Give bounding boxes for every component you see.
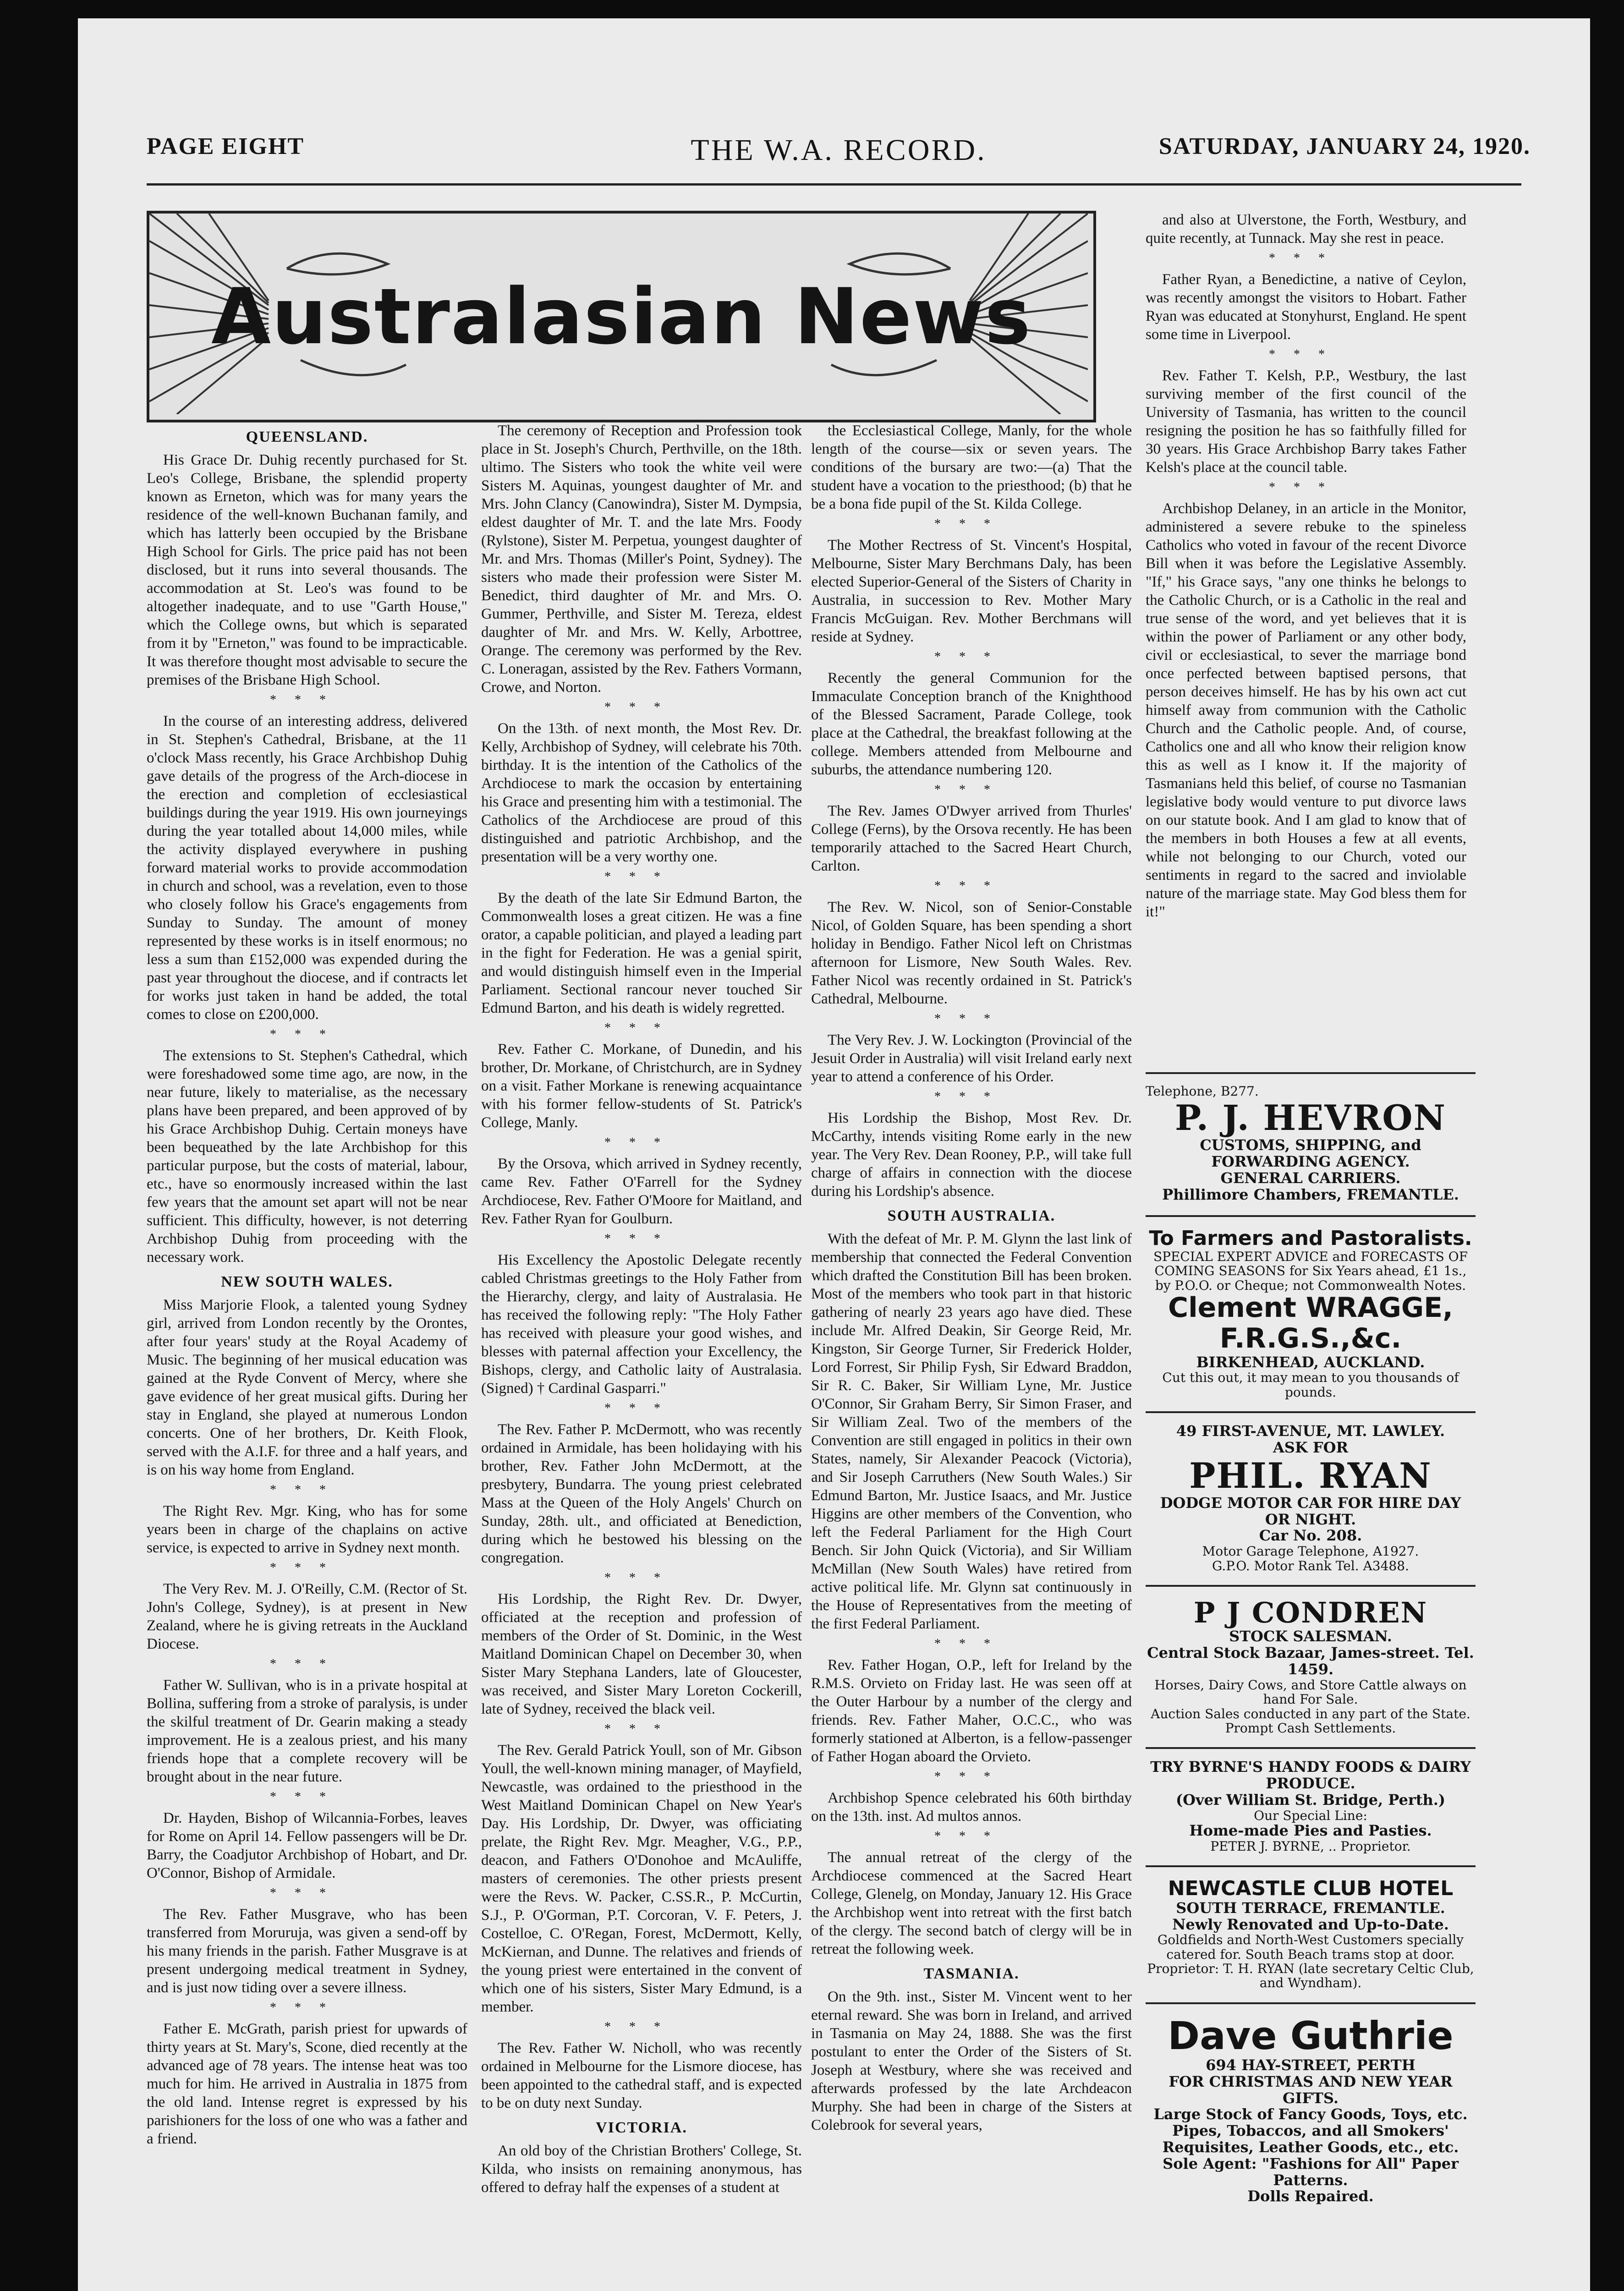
- ad-text: DODGE MOTOR CAR FOR HIRE DAY OR NIGHT.: [1160, 1494, 1461, 1528]
- article-paragraph: and also at Ulverstone, the Forth, Westbury, and quite recently, at Tunnack. May she rest in peace.: [1146, 212, 1466, 247]
- separator-icon: ***: [934, 1012, 1009, 1026]
- heading-queensland: QUEENSLAND.: [246, 428, 368, 445]
- separator-icon: ***: [270, 693, 344, 707]
- ad-text: Large Stock of Fancy Goods, Toys, etc. Pipes, Tobaccos, and all Smokers' Requisites, Leather Goods, etc., etc.: [1153, 2105, 1468, 2156]
- separator-icon: ***: [604, 1401, 679, 1415]
- separator-icon: ***: [270, 1657, 344, 1671]
- separator-icon: ***: [604, 1021, 679, 1035]
- masthead-rule: [147, 183, 1521, 186]
- newspaper-page: [78, 18, 1590, 2291]
- ad-divider: [1146, 1747, 1476, 1749]
- ad-text: Telephone, B277.: [1146, 1084, 1259, 1099]
- article-paragraph: The Mother Rectress of St. Vincent's Hospital, Melbourne, Sister Mary Berchmans Daly, has been elected Superior-General of the Sisters of Charity in Australia, in succession to Rev. Mother Mary Francis McGuigan. Rev. Mother Berchmans will reside at Sydney.: [811, 537, 1132, 645]
- column-4: [1146, 211, 1466, 1072]
- ad-text: PETER J. BYRNE, .. Proprietor.: [1210, 1839, 1411, 1854]
- article-paragraph: The Rev. Father P. McDermott, who was recently ordained in Armidale, has been holidaying with his brother, Rev. Father John McDermott, at the presbytery, Bundarra. The young priest celebrated Mass at the Queen of the Holy Angels' Church on Sunday, 28th. ult., and officiated at Benediction, during which he bestowed his blessing on the congregation.: [481, 1421, 802, 1566]
- separator-icon: ***: [604, 1232, 679, 1246]
- ad-text: Auction Sales conducted in any part of the State.: [1151, 1706, 1470, 1721]
- separator-icon: ***: [934, 1090, 1009, 1104]
- issue-date: SATURDAY, JANUARY 24, 1920.: [1158, 133, 1531, 159]
- article-paragraph: In the course of an interesting address, delivered in St. Stephen's Cathedral, Brisbane, at the 11 o'clock Mass recently, his Grace Archbishop Duhig gave details of the progress of the Arch-diocese in the erection and completion of ecclesiastical buildings during the year 1919. His own journeyings during the year totalled about 14,000 miles, while the activity displayed everywhere in pushing forward material works to provide accommodation in church and school, was a revelation, even to those who closely follow his Grace's engagements from Sunday to Sunday. The amount of money represented by these works is in itself enormous; no less a sum than £152,000 was expended during the past year throughout the diocese, and if contracts let for works just taken in hand be added, the total comes to close on £200,000.: [147, 713, 467, 1023]
- ad-text: Home-made Pies and Pasties.: [1189, 1822, 1432, 1840]
- column-2: [481, 422, 802, 2291]
- article-paragraph: An old boy of the Christian Brothers' College, St. Kilda, who insists on remaining anonymous, has offered to defray half the expenses of a student at: [481, 2143, 802, 2196]
- ad-dave-guthrie: [1146, 2014, 1476, 2205]
- ad-divider: [1146, 2002, 1476, 2004]
- separator-icon: ***: [1269, 480, 1343, 494]
- article-paragraph: Archbishop Spence celebrated his 60th birthday on the 13th. inst. Ad multos annos.: [811, 1790, 1132, 1825]
- ad-text: Our Special Line:: [1254, 1808, 1367, 1823]
- heading-victoria: VICTORIA.: [596, 2119, 687, 2136]
- ad-text: Cut this out, it may mean to you thousands of pounds.: [1162, 1370, 1459, 1400]
- ad-text: STOCK SALESMAN.: [1229, 1628, 1392, 1645]
- separator-icon: ***: [604, 1571, 679, 1585]
- section-title: Australasian News: [211, 272, 1031, 362]
- article-paragraph: Recently the general Communion for the Immaculate Conception branch of the Knighthood of the Blessed Sacrament, Parade College, took place at the Cathedral, the breakfast following at the college. Members attended from Melbourne and suburbs, the attendance numbering 120.: [811, 670, 1132, 778]
- article-paragraph: The Rev. Father W. Nicholl, who was recently ordained in Melbourne for the Lismore diocese, has been appointed to the cathedral staff, and is expected to be on duty next Sunday.: [481, 2040, 802, 2111]
- masthead: [147, 133, 1531, 174]
- article-paragraph: Rev. Father Hogan, O.P., left for Ireland by the R.M.S. Orvieto on Friday last. He was seen off at the Outer Harbour by a number of the clergy and friends. Rev. Father Maher, O.C.C., who was formerly stationed at Alberton, is a fellow-passenger of Father Hogan aboard the Orvieto.: [811, 1657, 1132, 1765]
- ad-text: Goldfields and North-West Customers specially catered for. South Beach trams stop at door.: [1157, 1932, 1464, 1962]
- separator-icon: ***: [270, 1561, 344, 1575]
- ad-condren: [1146, 1597, 1476, 1735]
- article-paragraph: The annual retreat of the clergy of the Archdiocese commenced at the Sacred Heart College, Glenelg, on Monday, January 12. His Grace the Archbishop went into retreat with the first batch of the clergy. The second batch of clergy will be in retreat the following week.: [811, 1849, 1132, 1957]
- ad-text: Horses, Dairy Cows, and Store Cattle always on hand For Sale.: [1154, 1677, 1467, 1707]
- article-paragraph: With the defeat of Mr. P. M. Glynn the last link of membership that connected the Federal Convention which drafted the Constitution Bill has been broken. Most of the members who took part in that historic gathering of nearly 23 years ago have died. These include Mr. Alfred Deakin, Sir George Reid, Mr. Kingston, Sir George Turner, Sir Frederick Holder, Lord Forrest, Sir Philip Fysh, Sir Edward Braddon, Sir R. C. Baker, Sir William Lyne, Mr. Justice O'Connor, Sir Graham Berry, Sir Simon Fraser, and Sir William Zeal. Two of the members of the Convention are still engaged in politics in their own States, namely, Sir Alexander Peacock (Victoria), and Sir Joseph Carruthers (New South Wales.) Sir Edmund Barton, Mr. Justice Isaacs, and Mr. Justice Higgins are other members of the Convention, who left the Federal Parliament for the High Court Bench. Sir John Quick (Victoria), and Sir William McMillan (New South Wales) have retired from active political life. Mr. Glynn sat continuously in the House of Representatives from the meeting of the first Federal Parliament.: [811, 1231, 1132, 1632]
- article-paragraph: The extensions to St. Stephen's Cathedral, which were foreshadowed some time ago, are now, in the near future, likely to materialise, as the necessary plans have been prepared, and been approved of by his Grace Archbishop Duhig. Certain moneys have been bequeathed by the late Archbishop for this particular purpose, but the costs of material, labour, etc., have so enormously increased within the last few years that the amount set apart will not be near sufficient. This difficulty, however, is not deterring Archbishop Duhig from proceeding with the necessary work.: [147, 1047, 467, 1266]
- separator-icon: ***: [270, 2001, 344, 2015]
- paper-name: THE W.A. RECORD.: [691, 133, 987, 167]
- ad-text: Dolls Repaired.: [1247, 2187, 1374, 2205]
- article-paragraph: Rev. Father T. Kelsh, P.P., Westbury, the last surviving member of the first council of the University of Tasmania, has written to the council resigning the position he has so faithfully filled for 30 years. His Grace Archbishop Barry takes Father Kelsh's place at the council table.: [1146, 367, 1466, 476]
- article-paragraph: Father E. McGrath, parish priest for upwards of thirty years at St. Mary's, Scone, died recently at the advanced age of 78 years. The intense heat was too much for him. He arrived in Australia in 1875 from the old land. Intense regret is expressed by his parishioners for the loss of one who was a father and a friend.: [147, 2021, 467, 2147]
- separator-icon: ***: [270, 1027, 344, 1041]
- ad-phil-ryan: [1146, 1423, 1476, 1573]
- article-paragraph: The ceremony of Reception and Profession took place in St. Joseph's Church, Perthville, on the 18th. ultimo. The Sisters who took the white veil were Sisters M. Aquinas, youngest daughter of Mr. and Mrs. John Clancy (Canowindra), Sister M. Dympsia, eldest daughter of Mr. T. and the late Mrs. Foody (Rylstone), Sister M. Perpetua, youngest daughter of Mr. and Mrs. Thomas (Miller's Point, Sydney). The sisters who made their profession were Sister M. Benedict, third daughter of Mr. and Mrs. O. Gummer, Perthville, and Sister M. Tereza, eldest daughter of Mr. and Mrs. W. Kelly, Arbottree, Orange. The ceremony was performed by the Rev. C. Loneragan, assisted by the Rev. Fathers Vormann, Crowe, and Norton.: [481, 422, 802, 696]
- ad-text: Sole Agent: "Fashions for All" Paper Patterns.: [1163, 2154, 1459, 2189]
- article-paragraph: His Lordship, the Right Rev. Dr. Dwyer, officiated at the reception and profession of members of the Order of St. Dominic, in the West Maitland Dominican Chapel on December 30, when Sister Mary Stephana Landers, late of Gloucester, was received, and Sister Mary Loreton Cockerill, late of Sydney, received the black veil.: [481, 1591, 802, 1717]
- ad-divider: [1146, 1585, 1476, 1587]
- ad-divider: [1146, 1411, 1476, 1413]
- ad-wragge: [1146, 1227, 1476, 1399]
- advertisements-column: [1146, 1072, 1476, 2291]
- separator-icon: ***: [934, 1637, 1009, 1651]
- article-paragraph: the Ecclesiastical College, Manly, for the whole length of the course—six or seven years. The conditions of the bursary are two:—(a) That the student have a vocation to the priesthood; (b) that he be a bona fide pupil of the St. Kilda College.: [811, 422, 1132, 512]
- ad-text: Proprietor: T. H. RYAN (late secretary Celtic Club, and Wyndham).: [1147, 1961, 1474, 1991]
- separator-icon: ***: [604, 2020, 679, 2034]
- separator-icon: ***: [604, 1722, 679, 1736]
- ad-name: NEWCASTLE CLUB HOTEL: [1168, 1877, 1454, 1901]
- separator-icon: ***: [270, 1886, 344, 1900]
- ad-divider: [1146, 1865, 1476, 1867]
- ad-text: Newly Renovated and Up-to-Date.: [1172, 1915, 1449, 1933]
- heading-south-australia: SOUTH AUSTRALIA.: [887, 1207, 1056, 1224]
- article-paragraph: His Excellency the Apostolic Delegate recently cabled Christmas greetings to the Holy Father from the Hierarchy, clergy, and laity of Australasia. He has received the following reply: "The Holy Father has received with pleasure your good wishes, and blesses with paternal affection your Excellency, the Bishops, clergy, and Catholic laity of Australasia. (Signed) † Cardinal Gasparri.": [481, 1252, 802, 1397]
- ad-name: P J CONDREN: [1193, 1596, 1428, 1630]
- article-paragraph: Miss Marjorie Flook, a talented young Sydney girl, arrived from London recently by the Orontes, after four years' study at the Royal Academy of Music. The beginning of her musical education was gained at the Ryde Convent of Mercy, where she gave evidence of her great musical gifts. During her stay in England, she played at numerous London concerts. One of her brothers, Dr. Keith Flook, served with the A.I.F. for three and a half years, and is on his way home from England.: [147, 1297, 467, 1478]
- ad-name: P. J. HEVRON: [1175, 1097, 1446, 1139]
- separator-icon: ***: [604, 870, 679, 884]
- article-paragraph: Father Ryan, a Benedictine, a native of Ceylon, was recently amongst the visitors to Hobart. Father Ryan was educated at Stonyhurst, England. He spent some time in Liverpool.: [1146, 271, 1466, 343]
- article-paragraph: Dr. Hayden, Bishop of Wilcannia-Forbes, leaves for Rome on April 14. Fellow passengers will be Dr. Barry, the Coadjutor Archbishop of Hobart, and Dr. O'Connor, Bishop of Armidale.: [147, 1810, 467, 1881]
- separator-icon: ***: [934, 783, 1009, 797]
- section-banner: [147, 211, 1096, 422]
- page-number: PAGE EIGHT: [147, 133, 305, 159]
- ad-text: SOUTH TERRACE, FREMANTLE.: [1176, 1899, 1445, 1917]
- article-paragraph: The Rev. Father Musgrave, who has been transferred from Moruruja, was given a send-off by his many friends in the parish. Father Musgrave is at present undergoing medical treatment in Sydney, and is just now tiding over a severe illness.: [147, 1906, 467, 1996]
- separator-icon: ***: [934, 650, 1009, 664]
- article-paragraph: The Right Rev. Mgr. King, who has for some years been in charge of the chaplains on active service, is expected to arrive in Sydney next month.: [147, 1503, 467, 1556]
- separator-icon: ***: [934, 1829, 1009, 1843]
- ad-text: (Over William St. Bridge, Perth.): [1175, 1791, 1446, 1809]
- ad-text: Prompt Cash Settlements.: [1225, 1721, 1396, 1736]
- ad-heading: To Farmers and Pastoralists.: [1149, 1226, 1472, 1250]
- article-paragraph: Archbishop Delaney, in an article in the Monitor, administered a severe rebuke to the spineless Catholics who voted in favour of the recent Divorce Bill when it was before the Legislative Assembly. "If," his Grace says, "any one thinks he belongs to the Catholic Church, or is a Catholic in the real and true sense of the word, and yet believes that it is within the power of Parliament or any other body, civil or ecclesiastical, to sever the marriage bond once perfected between baptised persons, that person deceives himself. He has by his own act cut himself away from communion with the Catholic Church and the Catholic people. And, of course, Catholics one and all who know their religion know this as well as I know it. If the majority of Tasmanians held this belief, of course no Tasmanian legislative body would venture to put divorce laws on our statute book. And I am glad to know that of the members in both Houses a few at all events, while not belonging to our Church, voted our sentiments in regard to the sacred and inviolable nature of the marriage state. May God bless them for it!": [1146, 500, 1466, 920]
- article-paragraph: By the Orsova, which arrived in Sydney recently, came Rev. Father O'Farrell for the Sydney Archdiocese, Rev. Father O'Moore for Maitland, and Rev. Father Ryan for Goulburn.: [481, 1156, 802, 1227]
- ad-text: SPECIAL EXPERT ADVICE and FORECASTS OF COMING SEASONS for Six Years ahead, £1 1s., by P.O.O. or Cheque; not Commonwealth Notes.: [1153, 1249, 1468, 1293]
- ad-name: Dave Guthrie: [1168, 2013, 1454, 2058]
- article-paragraph: On the 9th. inst., Sister M. Vincent went to her eternal reward. She was born in Ireland, and arrived in Tasmania on May 24, 1888. She was the first postulant to enter the Order of the Sisters of St. Joseph at Westbury, where she was received and afterwards professed by the late Archdeacon Murphy. She had been in charge of the Sisters at Colebrook for several years,: [811, 1989, 1132, 2133]
- ad-text: Motor Garage Telephone, A1927.: [1202, 1544, 1419, 1559]
- ad-byrne: [1146, 1759, 1476, 1853]
- article-paragraph: The Very Rev. J. W. Lockington (Provincial of the Jesuit Order in Australia) will visit Ireland early next year to attend a conference of his Order.: [811, 1032, 1132, 1085]
- heading-tasmania: TASMANIA.: [923, 1965, 1020, 1982]
- ad-text: Car No. 208.: [1259, 1527, 1362, 1545]
- ad-text: G.P.O. Motor Rank Tel. A3488.: [1212, 1558, 1409, 1573]
- article-paragraph: His Grace Dr. Duhig recently purchased for St. Leo's College, Brisbane, the splendid property known as Erneton, which was for many years the residence of the well-known Buchanan family, and which has latterly been occupied by the Brisbane High School for Girls. The price paid has not been disclosed, but it runs into several thousands. The accommodation at St. Leo's was found to be altogether inadequate, and to use "Garth House," which the College owns, but which is separated from it by "Erneton," was found to be impracticable. It was therefore thought most advisable to secure the premises of the Brisbane High School.: [147, 452, 467, 688]
- article-paragraph: The Rev. Gerald Patrick Youll, son of Mr. Gibson Youll, the well-known mining manager, of Mayfield, Newcastle, was ordained to the priesthood in the West Maitland Dominican Chapel on New Year's Day. His Lordship, Dr. Dwyer, was officiating prelate, the Right Rev. Mgr. Meagher, V.G., P.P., deacon, and Fathers O'Donohoe and McAuliffe, masters of ceremonies. The other priests present were the Revs. W. Packer, C.SS.R., P. McCurtin, S.J., P. O'Gorman, P.T. Corcoran, V. F. Peters, J. Costelloe, C. O'Regan, Forest, McDermott, Kelly, McKiernan, and Dunne. The relatives and friends of the young priest were entertained in the convent of which one of his sisters, Sister Mary Edmund, is a member.: [481, 1742, 802, 2015]
- article-paragraph: By the death of the late Sir Edmund Barton, the Commonwealth loses a great citizen. He was a fine orator, a capable politician, and played a leading part in the fight for Federation. He was a genial spirit, and would distinguish himself even in the Imperial Parliament. Sectional rancour never touched Sir Edmund Barton, and his death is widely regretted.: [481, 890, 802, 1016]
- ad-text: 694 HAY-STREET, PERTH: [1206, 2056, 1416, 2074]
- ad-newcastle-hotel: [1146, 1877, 1476, 1990]
- separator-icon: ***: [270, 1483, 344, 1497]
- column-1: [147, 422, 467, 2291]
- separator-icon: ***: [1269, 347, 1343, 362]
- ad-text: GENERAL CARRIERS.: [1220, 1169, 1401, 1187]
- separator-icon: ***: [934, 1770, 1009, 1784]
- ad-text: Phillimore Chambers, FREMANTLE.: [1162, 1185, 1459, 1203]
- ad-text: ASK FOR: [1273, 1438, 1349, 1456]
- ad-text: CUSTOMS, SHIPPING, and FORWARDING AGENCY.: [1200, 1136, 1421, 1171]
- article-paragraph: On the 13th. of next month, the Most Rev. Dr. Kelly, Archbishop of Sydney, will celebrate his 70th. birthday. It is the intention of the Catholics of the Archdiocese to mark the occasion by entertaining his Grace and presenting him with a testimonial. The Catholics of the Archdiocese are proud of this distinguished and patriotic Archbishop, and the presentation will be a very worthy one.: [481, 720, 802, 865]
- column-3: [811, 422, 1132, 2291]
- separator-icon: ***: [1269, 251, 1343, 265]
- ad-text: TRY BYRNE'S HANDY FOODS & DAIRY PRODUCE.: [1150, 1758, 1471, 1792]
- article-paragraph: Rev. Father C. Morkane, of Dunedin, and his brother, Dr. Morkane, of Christchurch, are in Sydney on a visit. Father Morkane is renewing acquaintance with his former fellow-students of St. Patrick's College, Manly.: [481, 1041, 802, 1131]
- ad-text: 49 FIRST-AVENUE, MT. LAWLEY.: [1176, 1422, 1445, 1440]
- ad-divider: [1146, 1215, 1476, 1217]
- ad-divider: [1146, 1072, 1476, 1074]
- article-paragraph: His Lordship the Bishop, Most Rev. Dr. McCarthy, intends visiting Rome early in the new year. The Very Rev. Dean Rooney, P.P., will take full charge of affairs in connection with the diocese during his Lordship's absence.: [811, 1110, 1132, 1200]
- article-paragraph: The Rev. James O'Dwyer arrived from Thurles' College (Ferns), by the Orsova recently. He has been temporarily attached to the Sacred Heart Church, Carlton.: [811, 803, 1132, 874]
- article-paragraph: Father W. Sullivan, who is in a private hospital at Bollina, suffering from a stroke of paralysis, is under the skilful treatment of Dr. Gearin making a steady improvement. He is a zealous priest, and his many friends hope that a complete recovery will be brought about in the near future.: [147, 1677, 467, 1785]
- ad-name: PHIL. RYAN: [1189, 1455, 1432, 1496]
- ad-text: Central Stock Bazaar, James-street. Tel. 1459.: [1147, 1644, 1474, 1678]
- separator-icon: ***: [934, 879, 1009, 893]
- article-paragraph: The Rev. W. Nicol, son of Senior-Constable Nicol, of Golden Square, has been spending a short holiday in Bendigo. Father Nicol left on Christmas afternoon for Lismore, New South Wales. Rev. Father Nicol was recently ordained in St. Patrick's Cathedral, Melbourne.: [811, 899, 1132, 1007]
- separator-icon: ***: [604, 700, 679, 714]
- separator-icon: ***: [934, 517, 1009, 531]
- ad-hevron: [1146, 1084, 1476, 1203]
- separator-icon: ***: [604, 1135, 679, 1150]
- ad-text: BIRKENHEAD, AUCKLAND.: [1196, 1353, 1425, 1371]
- article-paragraph: The Very Rev. M. J. O'Reilly, C.M. (Rector of St. John's College, Sydney), is at present in New Zealand, where he is giving retreats in the Auckland Diocese.: [147, 1581, 467, 1652]
- separator-icon: ***: [270, 1790, 344, 1804]
- ad-name: Clement WRAGGE, F.R.G.S.,&c.: [1168, 1292, 1453, 1355]
- heading-new-south-wales: NEW SOUTH WALES.: [221, 1273, 393, 1290]
- ad-text: FOR CHRISTMAS AND NEW YEAR GIFTS.: [1169, 2072, 1453, 2107]
